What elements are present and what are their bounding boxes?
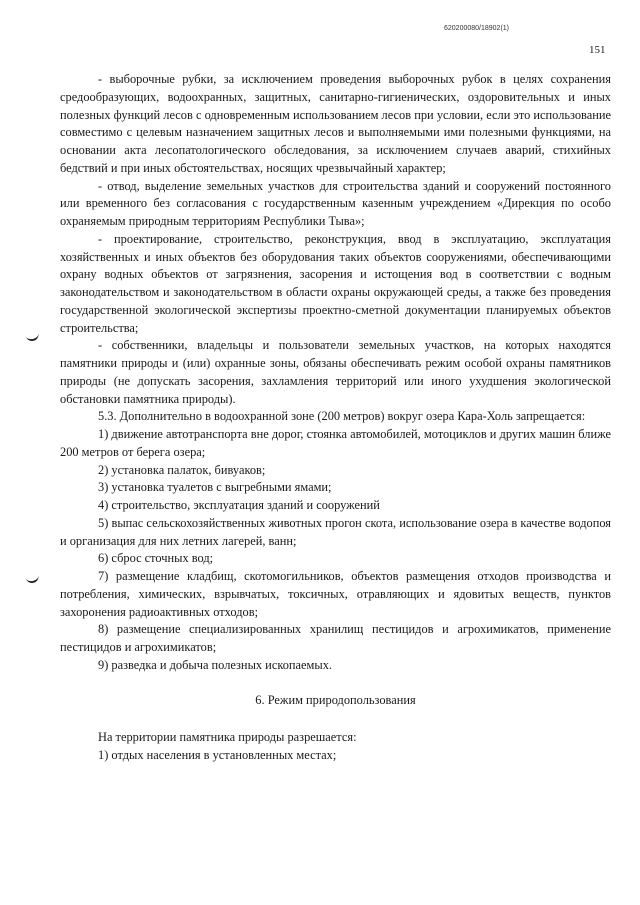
paragraph: На территории памятника природы разрешается:	[98, 730, 357, 745]
margin-pen-mark	[25, 574, 39, 585]
paragraph: 5.3. Дополнительно в водоохранной зоне (200 метров) вокруг озера Кара-Холь запрещается:	[98, 409, 586, 424]
paragraph: - собственники, владельцы и пользователи земельных участков, на которых находятся памятники природы и (или) охранные зоны, обязаны обеспечивать режим особой охраны памятников природы (не допускать засорения, захламления территорий или иного ухудшения экологической обстановки памятника природы).	[60, 338, 611, 406]
list-item: 1) движение автотранспорта вне дорог, стоянка автомобилей, мотоциклов и других машин ближе 200 метров от берега озера;	[60, 427, 611, 459]
list-item: 4) строительство, эксплуатация зданий и сооружений	[98, 498, 380, 512]
list-item: 7) размещение кладбищ, скотомогильников, объектов размещения отходов производства и потребления, химических, взрывчатых, токсичных, отравляющих и ядовитых веществ, пунктов захоронения радиоактивных отходов;	[60, 569, 611, 619]
list-item: 1) отдых населения в установленных местах;	[98, 748, 337, 762]
document-body	[60, 71, 611, 765]
paragraph: - проектирование, строительство, реконструкция, ввод в эксплуатацию, эксплуатация хозяйственных и иных объектов без оборудования таких объектов сооружениями, обеспечивающими охрану водных объектов от загрязнения, засорения и истощения вод в соответствии с водным законодательством и законодательством в области охраны окружающей среды, а также без проведения государственной экологической экспертизы проектно-сметной документации планируемых объектов строительства;	[60, 231, 611, 335]
list-item: 8) размещение специализированных хранилищ пестицидов и агрохимикатов, применение пестицидов и агрохимикатов;	[60, 622, 611, 654]
page-number: 151	[589, 44, 606, 56]
list-item: 3) установка туалетов с выгребными ямами;	[98, 480, 332, 495]
list-item: 6) сброс сточных вод;	[98, 551, 214, 566]
paragraph: - выборочные рубки, за исключением проведения выборочных рубок в целях сохранения средообразующих, водоохранных, защитных, санитарно-гигиенических, оздоровительных и иных полезных функций лесов с одновременным использованием лесов при условии, если это использование совместимо с целевым назначением защитных лесов и выполняемыми ими полезными функциями, на основании акта лесопатологического обследования, за исключением случаев аварий, стихийных бедствий и при иных обстоятельствах, носящих чрезвычайный характер;	[60, 72, 611, 175]
document-id: 620200080/18902(1)	[444, 25, 510, 32]
list-item: 2) установка палаток, бивуаков;	[98, 462, 266, 477]
list-item: 9) разведка и добыча полезных ископаемых.	[98, 657, 332, 672]
section-heading: 6. Режим природопользования	[255, 692, 416, 707]
margin-pen-mark	[25, 332, 39, 343]
paragraph: - отвод, выделение земельных участков для строительства зданий и сооружений постоянного или временного без согласования с государственным казенным учреждением «Дирекция по особо охраняемым природным территориям Республики Тыва»;	[60, 178, 611, 228]
list-item: 5) выпас сельскохозяйственных животных прогон скота, использование озера в качестве водопоя и организация для них летних лагерей, ванн;	[60, 515, 611, 548]
